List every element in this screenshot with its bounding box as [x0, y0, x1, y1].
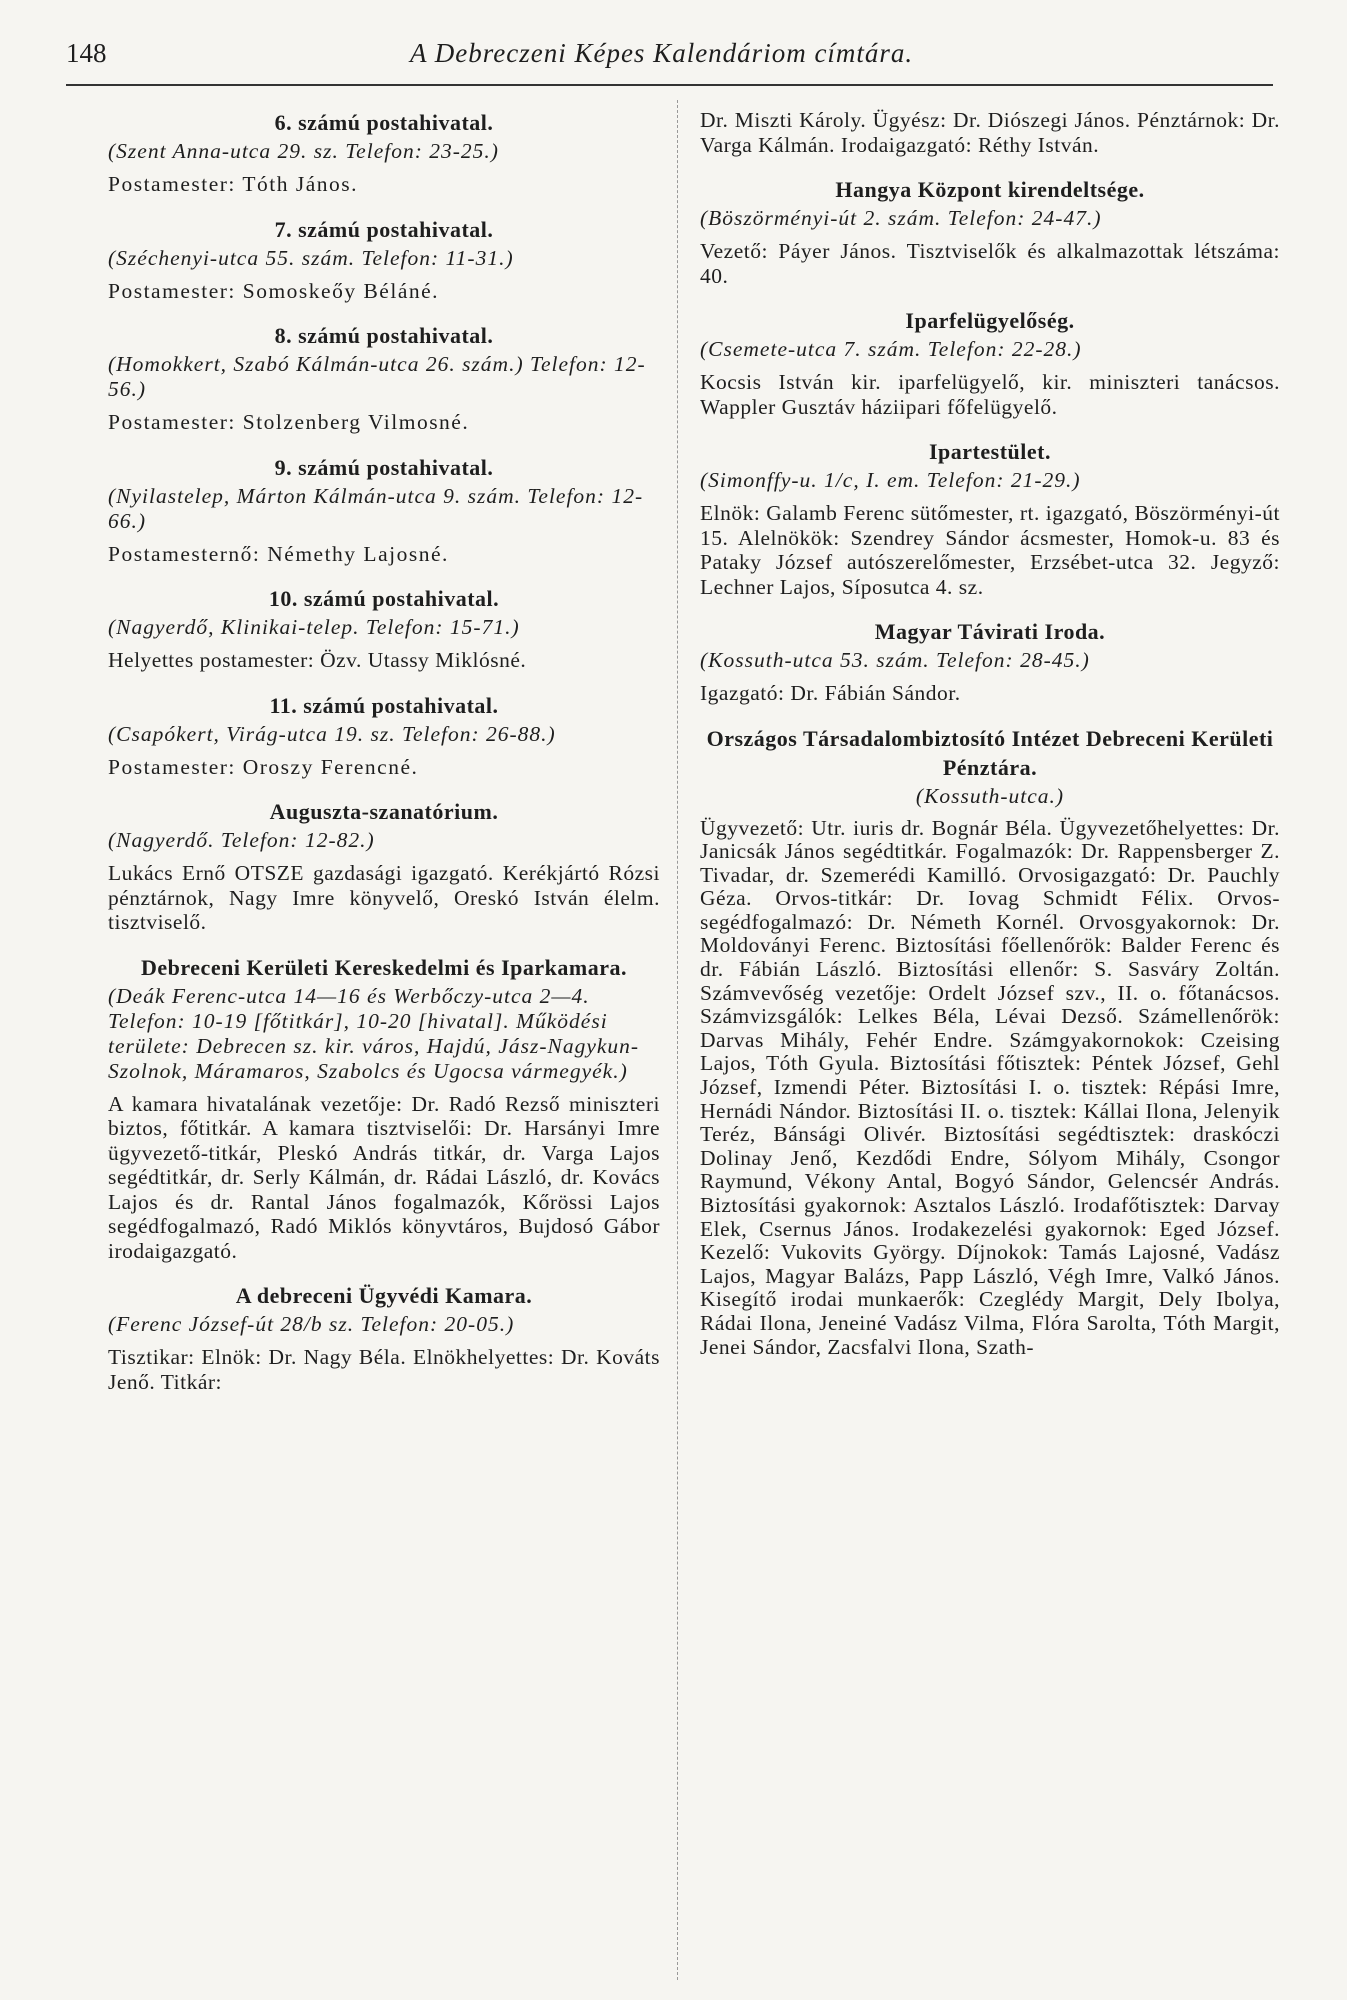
entry-trade-guild: [700, 437, 1280, 599]
entry-postoffice-11: [108, 691, 660, 780]
entry-body: Helyettes postamester: Özv. Utassy Miklósné.: [108, 648, 527, 672]
entry-body: Tisztikar: Elnök: Dr. Nagy Béla. Elnökhelyettes: Dr. Kováts Jenő. Titkár:: [108, 1345, 660, 1394]
entry-address: (Csapókert, Virág-utca 19. sz. Telefon: 26-88.): [108, 721, 556, 746]
entry-body: Dr. Miszti Károly. Ügyész: Dr. Diószegi János. Pénztárnok: Dr. Varga Kálmán. Irodaigazgató: Réthy István.: [700, 108, 1280, 157]
entry-title: Auguszta-szanatórium.: [269, 799, 499, 824]
entry-title: 6. számú postahivatal.: [274, 110, 494, 135]
page-header: [0, 38, 1347, 78]
entry-address: (Deák Ferenc-utca 14—16 és Werbőczy-utca 2—4. Telefon: 10-19 [főtitkár], 10-20 [hivatal]. Működési területe: Debrecen sz. kir. város, Hajdú, Jász-Nagykun-Szolnok, Máramaros, Szabolcs és Ugocsa vármegyék.): [108, 983, 640, 1083]
entry-title: A debreceni Ügyvédi Kamara.: [235, 1283, 533, 1308]
entry-body: A kamara hivatalának vezetője: Dr. Radó Rezső miniszteri biztos, főtitkár. A kamara tisztviselői: Dr. Harsányi Imre ügyvezető-titkár, Pleskó András titkár, dr. Varga Lajos segédtitkár, dr. Serly Kálmán, dr. Rádai László, dr. Kovács Lajos és dr. Rantal János fogalmazók, Kőrössi Lajos segédfogalmazó, Radó Miklós könyvtáros, Bujdosó Gábor irodaigazgató.: [108, 1091, 660, 1263]
entry-body: Postamesternő: Némethy Lajosné.: [108, 541, 449, 566]
column-divider: [677, 100, 678, 1980]
entry-title: Országos Társadalombiztosító Intézet Debreceni Kerületi Pénztára.: [706, 725, 1274, 780]
entry-address: (Ferenc József-út 28/b sz. Telefon: 20-05.): [108, 1312, 515, 1336]
entry-body: Igazgató: Dr. Fábián Sándor.: [700, 681, 961, 705]
entry-title: 7. számú postahivatal.: [274, 216, 494, 242]
entry-body: Postamester: Tóth János.: [108, 172, 358, 196]
entry-body: Postamester: Oroszy Ferencné.: [108, 754, 419, 779]
entry-address: (Homokkert, Szabó Kálmán-utca 26. szám.) Telefon: 12-56.): [108, 352, 646, 401]
entry-social-insurance: [700, 724, 1280, 1360]
entry-body: Vezető: Páyer János. Tisztviselők és alkalmazottak létszáma: 40.: [700, 239, 1280, 288]
entry-hangya-center: [700, 175, 1280, 288]
entry-body: Elnök: Galamb Ferenc sütőmester, rt. igazgató, Böszörményi-út 15. Alelnökök: Szendrey Sándor ácsmester, Homok-u. 83 és Pataky József autószerelőmester, Erzsébet-utca 32. Jegyző: Lechner Lajos, Síposutca 4. sz.: [700, 501, 1280, 599]
entry-title: Debreceni Kerületi Kereskedelmi és Iparkamara.: [141, 954, 627, 980]
entry-address: (Kossuth-utca 53. szám. Telefon: 28-45.): [700, 648, 1090, 672]
entry-bar-association-continued: [700, 108, 1280, 157]
entry-chamber-of-commerce: [108, 953, 660, 1264]
entry-postoffice-7: [108, 215, 660, 304]
entry-title: Magyar Távirati Iroda.: [874, 619, 1106, 644]
entry-address: (Böszörményi-út 2. szám. Telefon: 24-47.): [700, 206, 1102, 230]
entry-title: 8. számú postahivatal.: [274, 323, 494, 348]
entry-postoffice-8: [108, 321, 660, 435]
entry-body: Postamester: Somoskeőy Béláné.: [108, 278, 440, 303]
entry-title: Hangya Központ kirendeltsége.: [835, 177, 1145, 202]
entry-title: Iparfelügyelőség.: [905, 308, 1075, 333]
entry-address: (Széchenyi-utca 55. szám. Telefon: 11-31.): [108, 245, 514, 270]
entry-title: 11. számú postahivatal.: [269, 692, 499, 718]
header-rule: [66, 84, 1273, 86]
entry-body: Lukács Ernő OTSZE gazdasági igazgató. Kerékjártó Rózsi pénztárnok, Nagy Imre könyvelő, Oreskó István élelm. tisztviselő.: [108, 861, 660, 934]
entry-auguszta-sanatorium: [108, 797, 660, 935]
entry-address: (Nyilastelep, Márton Kálmán-utca 9. szám. Telefon: 12-66.): [108, 483, 644, 533]
entry-bar-association: [108, 1281, 660, 1394]
entry-postoffice-10: [108, 584, 660, 673]
page-number: 148: [66, 38, 107, 68]
entry-body: Postamester: Stolzenberg Vilmosné.: [108, 410, 470, 434]
entry-address: (Szent Anna-utca 29. sz. Telefon: 23-25.): [108, 139, 499, 163]
entry-title: Ipartestület.: [929, 439, 1051, 464]
entry-industrial-inspectorate: [700, 306, 1280, 419]
entry-title: 9. számú postahivatal.: [274, 454, 494, 480]
entry-body: Ügyvezető: Utr. iuris dr. Bognár Béla. Ügyvezetőhelyettes: Dr. Janicsák János segédtitkár. Fogalmazók: Dr. Rappensberger Z. Tivadar, dr. Szemerédi Kamilló. Orvosigazgató: Dr. Pauchly Géza. Orvos-titkár: Dr. Iovag Schmidt Félix. Orvos-segédfogalmazó: Dr. Németh Kornél. Orvosgyakornok: Dr. Moldoványi Ferenc. Biztosítási főellenőrök: Balder Ferenc és dr. Fábián László. Biztosítási ellenőr: S. Sasváry Zoltán. Számvevőség vezetője: Ordelt József szv., II. o. főtanácsos. Számvizsgálók: Lelkes Béla, Lévai Dezső. Számellenőrök: Darvas Mihály, Fehér Endre. Számgyakornokok: Czeising Lajos, Tóth Gyula. Biztosítási főtisztek: Péntek József, Gehl József, Izmendi Péter. Biztosítási I. o. tisztek: Répási Imre, Hernádi Nándor. Biztosítási II. o. tisztek: Kállai Ilona, Jelenyik Teréz, Bánsági Olivér. Biztosítási segédtisztek: draskóczi Dolinay Jenő, Kezdődi Endre, Sólyom Mihály, Csongor Raymund, Vékony Antal, Bogyó Sándor, Gelencsér András. Biztosítási gyakornok: Asztalos László. Irodafőtisztek: Darvay Elek, Csernus János. Irodakezelési gyakornok: Eged József. Kezelő: Vukovits György. Díjnokok: Tamás Lajosné, Vadász Lajos, Magyar Balázs, Papp László, Végh Imre, Valkó János. Kisegítő irodai munkaerők: Czeglédy Margit, Dely Ibolya, Rádai Ilona, Jeneiné Vadász Vilma, Flóra Sarolta, Tóth Margit, Jenei Sándor, Zacsfalvi Ilona, Szath-: [700, 815, 1280, 1359]
entry-postoffice-6: [108, 108, 660, 197]
entry-address: (Nagyerdő. Telefon: 12-82.): [108, 828, 375, 852]
entry-address: (Nagyerdő, Klinikai-telep. Telefon: 15-71.): [108, 615, 520, 639]
left-column: [108, 108, 660, 1412]
entry-address: (Csemete-utca 7. szám. Telefon: 22-28.): [700, 337, 1082, 361]
entry-news-agency: [700, 617, 1280, 706]
entry-postoffice-9: [108, 453, 660, 567]
entry-address: (Simonffy-u. 1/c, I. em. Telefon: 21-29.): [700, 468, 1081, 492]
entry-address: (Kossuth-utca.): [915, 783, 1065, 808]
right-column: [700, 108, 1280, 1377]
entry-body: Kocsis István kir. iparfelügyelő, kir. miniszteri tanácsos. Wappler Gusztáv háziipari főfelügyelő.: [700, 370, 1280, 419]
entry-title: 10. számú postahivatal.: [268, 586, 500, 611]
running-title: A Debreczeni Képes Kalendáriom címtára.: [410, 38, 914, 68]
